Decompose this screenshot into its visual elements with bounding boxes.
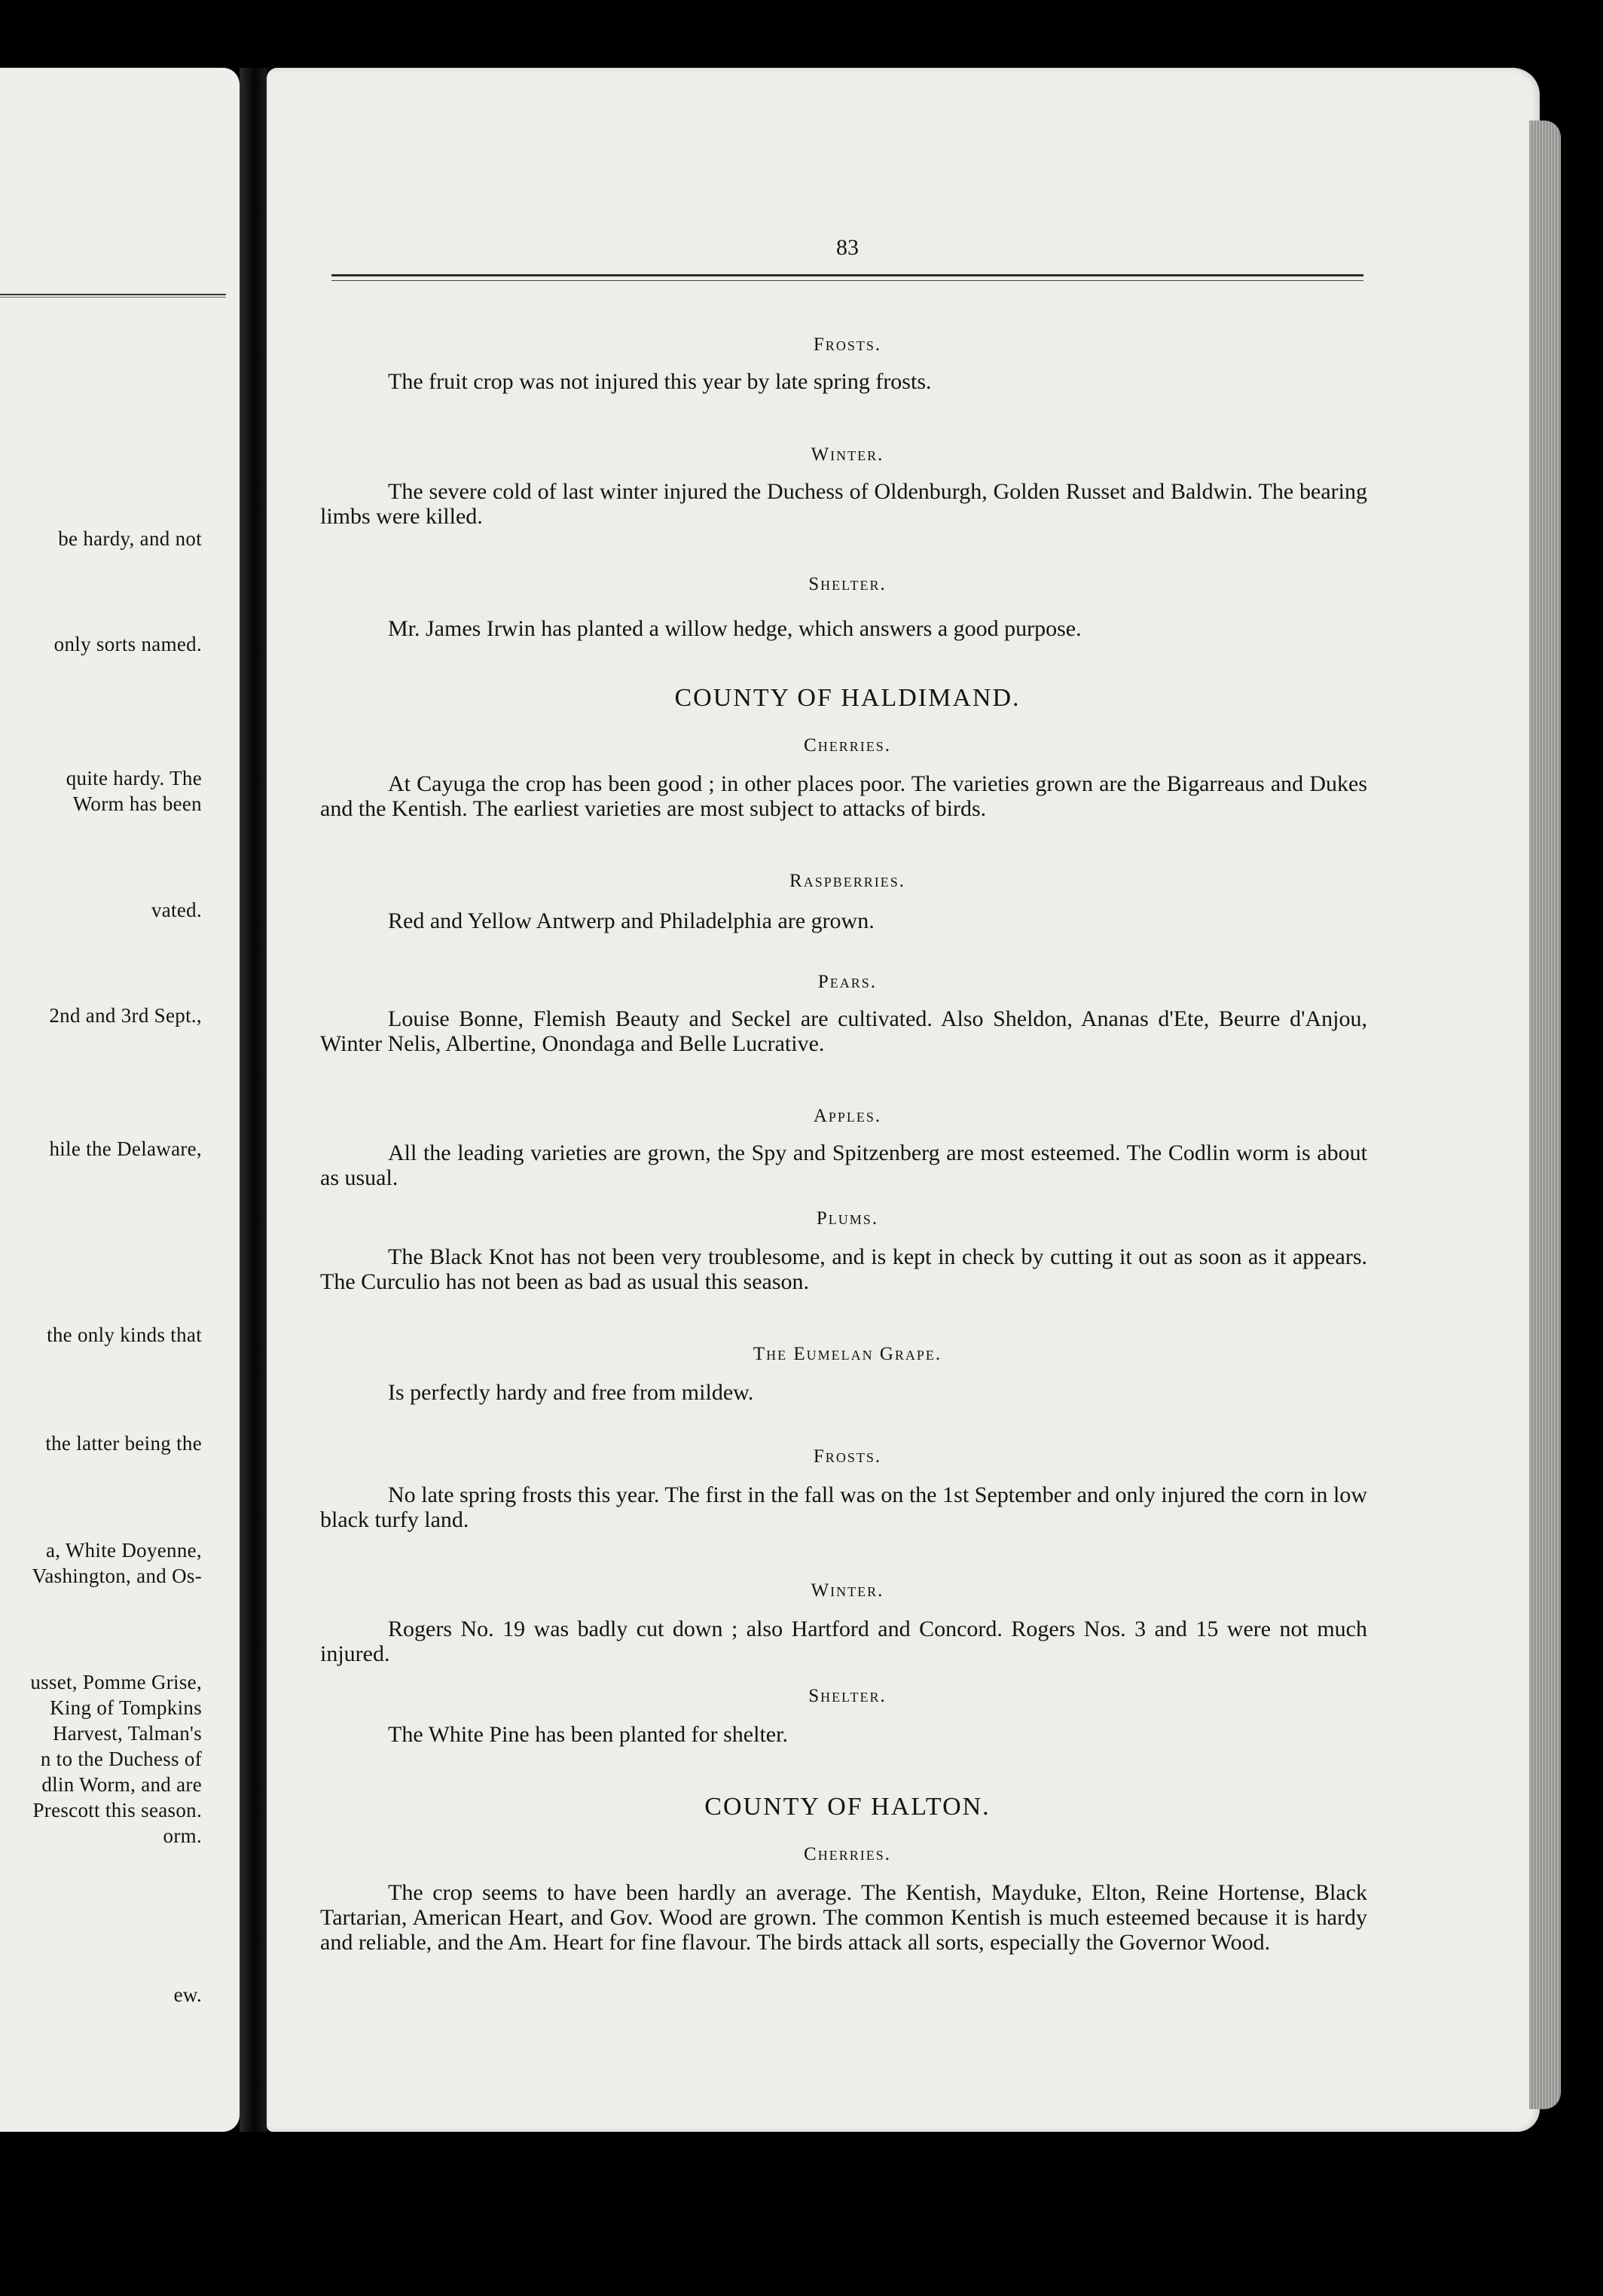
paragraph-haldimand-cherries: At Cayuga the crop has been good ; in other places poor. The varieties grown are the Bigarreaus and Dukes and the Kentish. The earliest varieties are most subject to attacks of birds. [320, 771, 1367, 821]
left-page-line: King of Tompkins [50, 1696, 202, 1719]
left-page-rule [0, 294, 226, 298]
left-page-line: be hardy, and not [58, 527, 202, 550]
heading-haldimand-shelter: Shelter. [808, 1686, 887, 1706]
page-number: 83 [836, 235, 859, 260]
left-page-line: ew. [173, 1983, 202, 2006]
left-page-line: orm. [163, 1824, 202, 1847]
paragraph-shelter: Mr. James Irwin has planted a willow hedge, which answers a good purpose. [388, 616, 1082, 641]
left-page-line: dlin Worm, and are [41, 1773, 202, 1796]
paragraph-winter: The severe cold of last winter injured the Duchess of Oldenburgh, Golden Russet and Baldwin. The bearing limbs were killed. [320, 479, 1367, 529]
paragraph-apples: All the leading varieties are grown, the Spy and Spitzenberg are most esteemed. The Codlin worm is about as usual. [320, 1140, 1367, 1190]
book-gutter [240, 68, 267, 2132]
heading-plums: Plums. [816, 1208, 879, 1229]
left-page-line: Harvest, Talman's [52, 1722, 202, 1745]
paragraph-halton-cherries: The crop seems to have been hardly an average. The Kentish, Mayduke, Elton, Reine Hortense, Black Tartarian, American Heart, and Gov. Wood are grown. The common Kentish is much esteemed because it is hardy and reliable, and the Am. Heart for fine flavour. The birds attack all sorts, especially the Governor Wood. [320, 1880, 1367, 1955]
left-page-line: Prescott this season. [32, 1799, 202, 1821]
left-page-line: quite hardy. The [66, 767, 202, 789]
heading-haldimand-cherries: Cherries. [804, 735, 891, 756]
left-facing-page [0, 68, 240, 2132]
heading-frosts: Frosts. [813, 334, 882, 355]
paragraph-plums: The Black Knot has not been very troublesome, and is kept in check by cutting it out as soon as it appears. The Curculio has not been as bad as usual this season. [320, 1244, 1367, 1294]
heading-halton-cherries: Cherries. [804, 1844, 891, 1864]
paragraph-haldimand-winter: Rogers No. 19 was badly cut down ; also Hartford and Concord. Rogers Nos. 3 and 15 were not much injured. [320, 1617, 1367, 1666]
heading-winter: Winter. [811, 444, 884, 465]
header-rule [331, 274, 1363, 281]
paragraph-haldimand-frosts: No late spring frosts this year. The first in the fall was on the 1st September and only injured the corn in low black turfy land. [320, 1482, 1367, 1532]
county-halton-title: COUNTY OF HALTON. [704, 1793, 991, 1821]
paragraph-haldimand-shelter: The White Pine has been planted for shelter. [388, 1722, 788, 1747]
heading-raspberries: Raspberries. [789, 871, 905, 891]
left-page-line: n to the Duchess of [40, 1748, 202, 1770]
heading-haldimand-winter: Winter. [811, 1580, 884, 1601]
paragraph-raspberries: Red and Yellow Antwerp and Philadelphia are grown. [388, 908, 875, 933]
heading-haldimand-frosts: Frosts. [813, 1446, 882, 1467]
paragraph-eumelan-grape: Is perfectly hardy and free from mildew. [388, 1380, 754, 1405]
paragraph-pears: Louise Bonne, Flemish Beauty and Seckel are cultivated. Also Sheldon, Ananas d'Ete, Beurre d'Anjou, Winter Nelis, Albertine, Onondaga and Belle Lucrative. [320, 1006, 1367, 1056]
left-page-line: the latter being the [45, 1432, 202, 1455]
heading-apples: Apples. [813, 1106, 882, 1126]
left-page-line: vated. [151, 899, 202, 921]
left-page-line: hile the Delaware, [49, 1137, 202, 1160]
left-page-line: the only kinds that [47, 1324, 202, 1346]
left-page-line: a, White Doyenne, [45, 1539, 202, 1562]
left-page-line: only sorts named. [53, 633, 202, 655]
left-page-line: Vashington, and Os- [32, 1565, 202, 1587]
heading-eumelan-grape: The Eumelan Grape. [753, 1344, 942, 1364]
county-haldimand-title: COUNTY OF HALDIMAND. [674, 684, 1021, 712]
left-page-line: usset, Pomme Grise, [30, 1671, 202, 1693]
page-edges [1529, 121, 1561, 2109]
heading-shelter: Shelter. [808, 574, 887, 594]
left-page-line: Worm has been [72, 792, 202, 815]
paragraph-frosts: The fruit crop was not injured this year by late spring frosts. [388, 369, 932, 394]
left-page-line: 2nd and 3rd Sept., [49, 1004, 202, 1027]
heading-pears: Pears. [817, 972, 878, 992]
